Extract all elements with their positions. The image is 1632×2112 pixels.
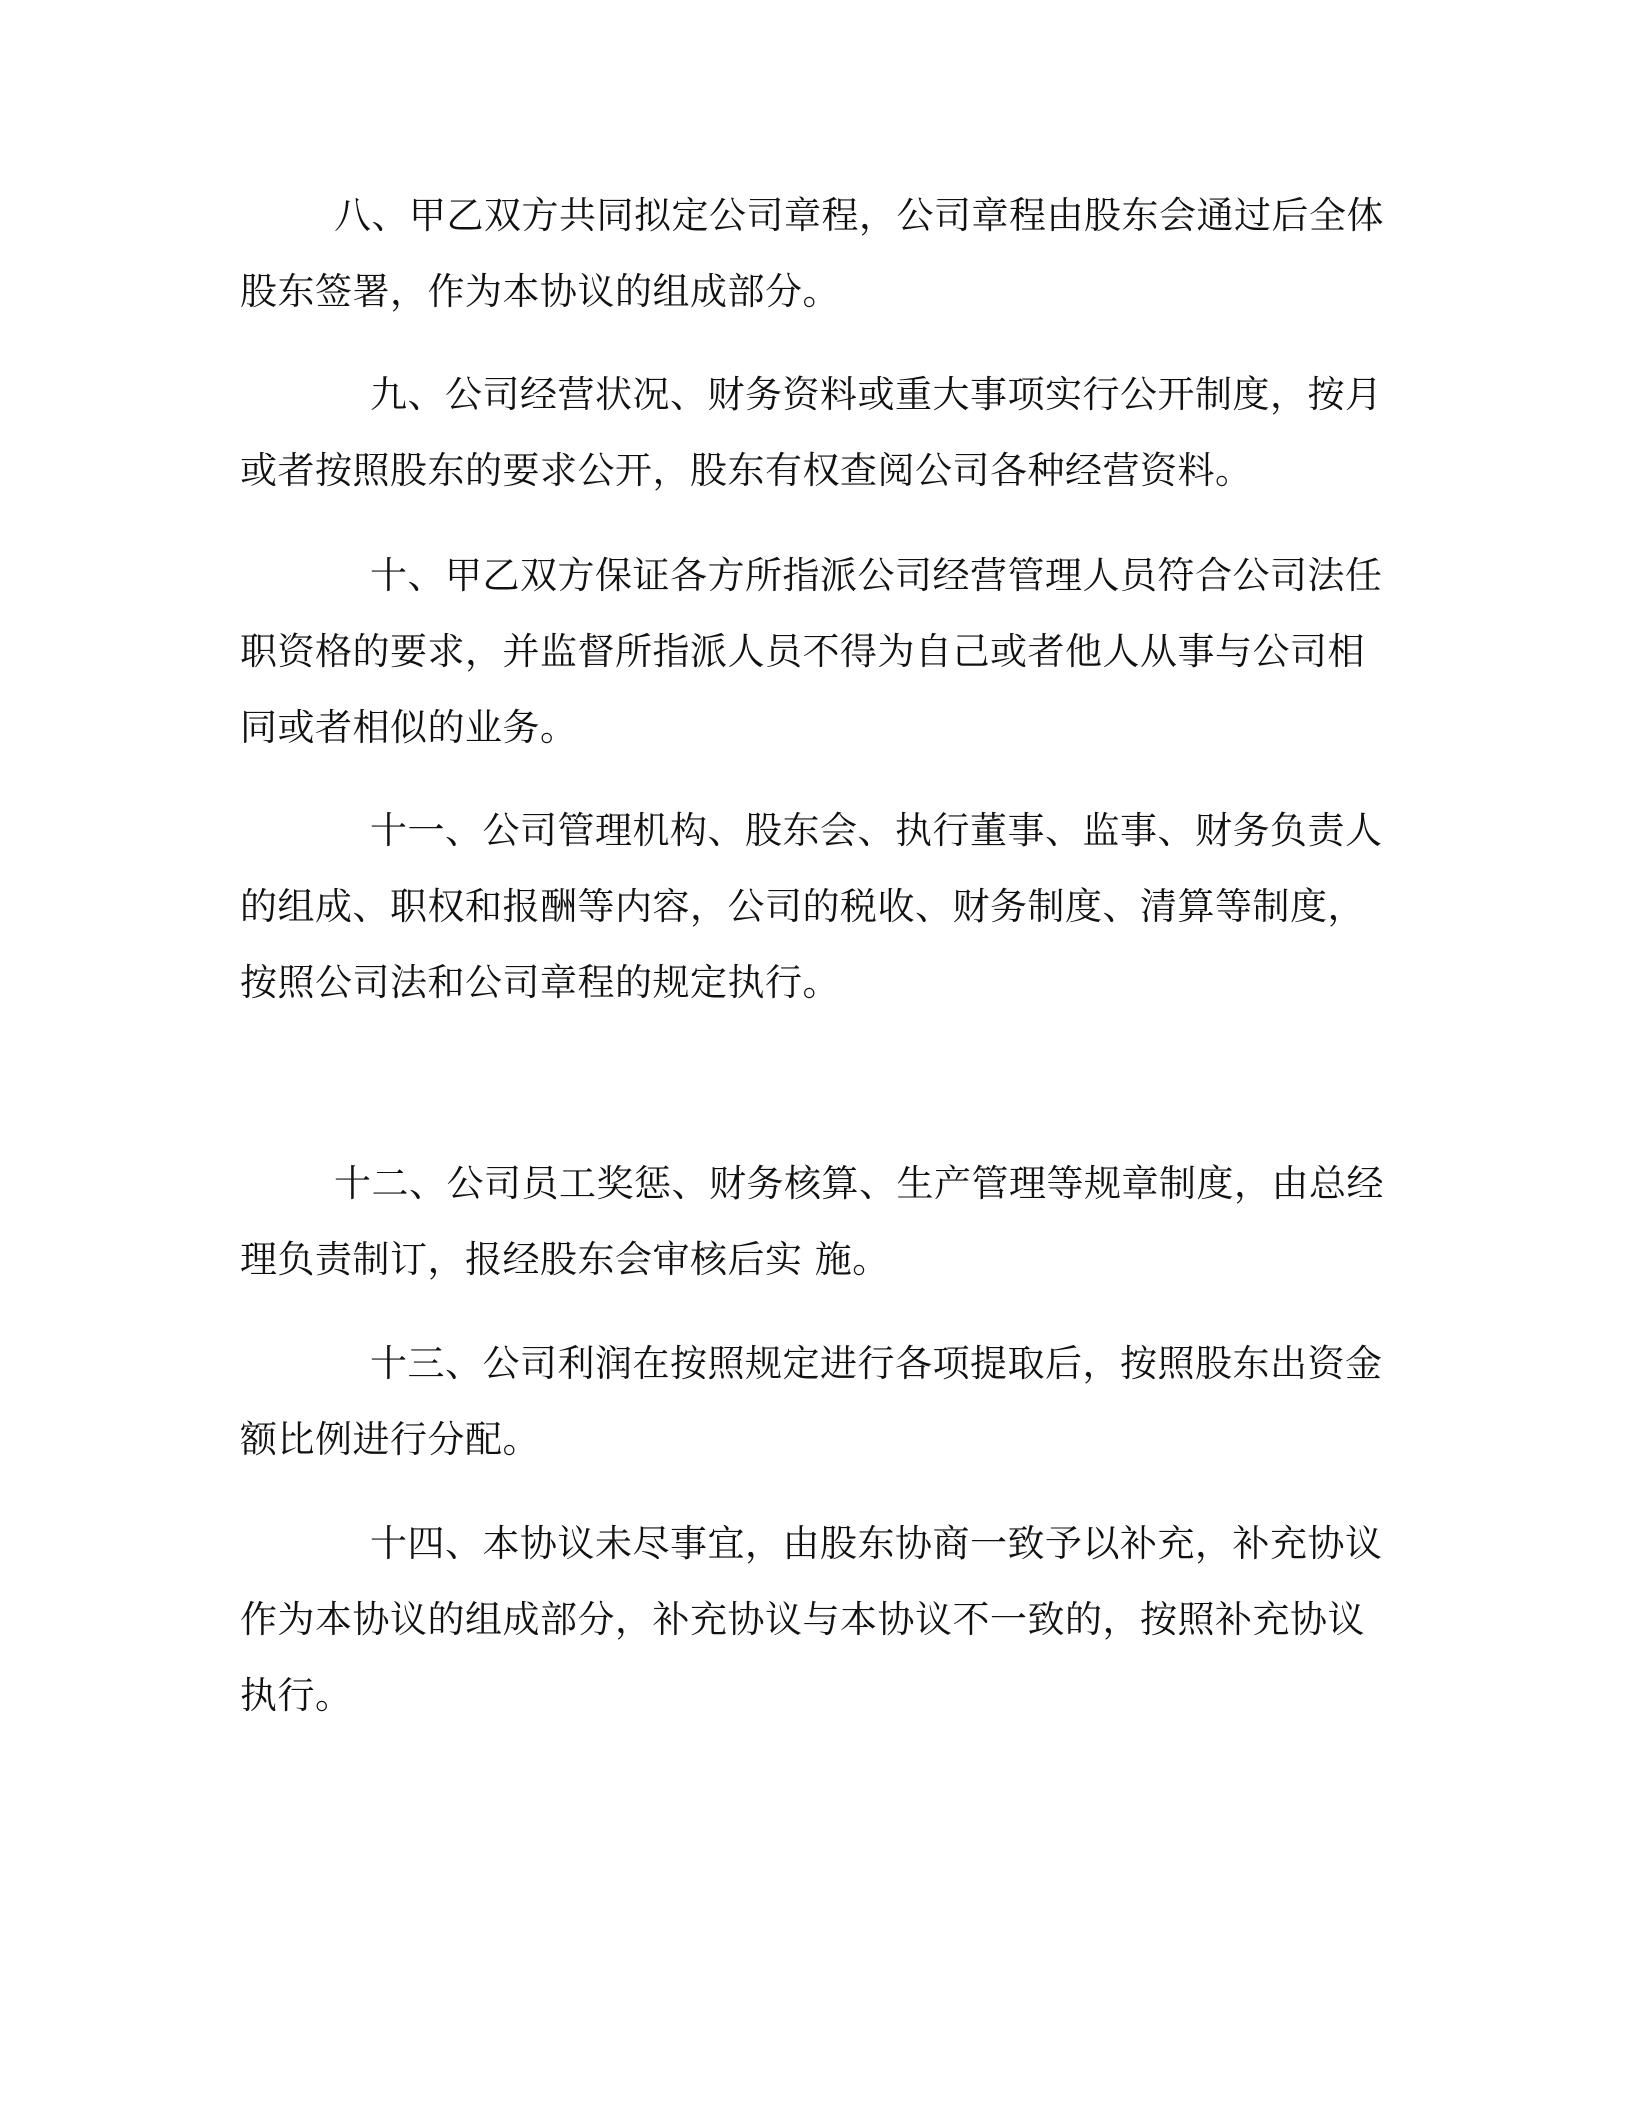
clause-14-line-3: 执行。 (240, 1674, 353, 1717)
clause-11-line-3: 按照公司法和公司章程的规定执行。 (240, 961, 840, 1004)
clause-11-line-2: 的组成、职权和报酬等内容，公司的税收、财务制度、清算等制度， (240, 885, 1365, 928)
clause-9-line-2: 或者按照股东的要求公开，股东有权查阅公司各种经营资料。 (240, 449, 1253, 492)
clause-14-line-1: 十四、本协议未尽事宜，由股东协商一致予以补充，补充协议 (370, 1522, 1383, 1565)
clause-10-line-1: 十、甲乙双方保证各方所指派公司经营管理人员符合公司法任 (370, 554, 1383, 597)
clause-13 (240, 1326, 1390, 1478)
clause-10-line-3: 同或者相似的业务。 (240, 706, 578, 749)
clause-10-line-2: 职资格的要求，并监督所指派人员不得为自己或者他人从事与公司相 (240, 630, 1365, 673)
clause-11 (240, 793, 1390, 1021)
clause-8 (240, 178, 1390, 330)
clause-10 (240, 538, 1390, 766)
clause-9 (240, 357, 1390, 509)
clause-12-line-1: 十二、公司员工奖惩、财务核算、生产管理等规章制度，由总经 (334, 1162, 1384, 1205)
clause-12-line-2: 理负责制订，报经股东会审核后实 施。 (240, 1238, 890, 1281)
clause-14 (240, 1506, 1390, 1734)
clause-14-line-2: 作为本协议的组成部分，补充协议与本协议不一致的，按照补充协议 (240, 1598, 1365, 1641)
clause-12 (240, 1146, 1390, 1298)
clause-13-line-2: 额比例进行分配。 (240, 1418, 540, 1461)
clause-13-line-1: 十三、公司利润在按照规定进行各项提取后，按照股东出资金 (370, 1342, 1383, 1385)
clause-11-line-1: 十一、公司管理机构、股东会、执行董事、监事、财务负责人 (370, 809, 1383, 852)
clause-9-line-1: 九、公司经营状况、财务资料或重大事项实行公开制度，按月 (370, 373, 1383, 416)
clause-8-line-2: 股东签署，作为本协议的组成部分。 (240, 270, 840, 313)
clause-8-line-1: 八、甲乙双方共同拟定公司章程，公司章程由股东会通过后全体 (334, 194, 1384, 237)
